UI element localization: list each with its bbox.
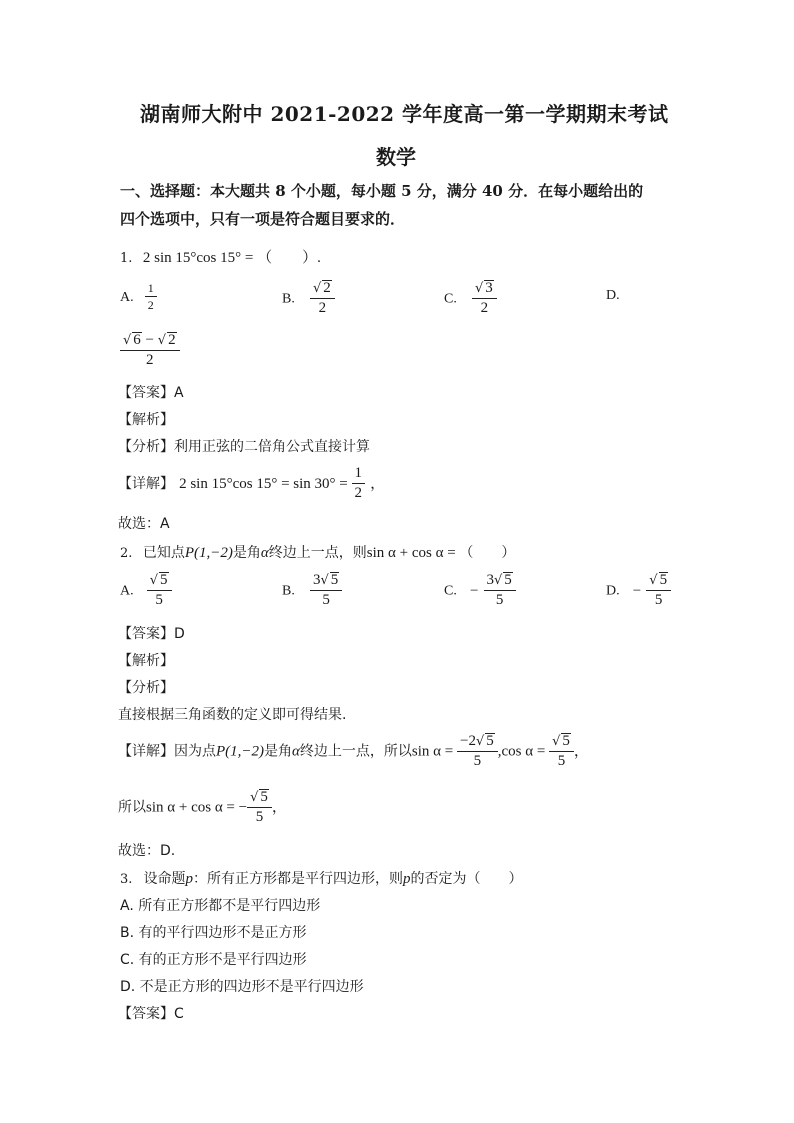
proposition-symbol: p (403, 871, 411, 887)
q1-detail (118, 466, 385, 501)
sqrt-icon: √ (320, 573, 329, 588)
sqrt-icon: √ (312, 281, 322, 296)
q2-conclusion: 故选：D. (118, 843, 176, 859)
option-fraction (646, 572, 671, 608)
stem-text: （ ） (459, 545, 516, 561)
coefficient: 3 (486, 572, 494, 588)
radicand: 5 (562, 733, 570, 749)
angle-symbol: α (260, 545, 269, 561)
sqrt-icon: √ (552, 734, 561, 749)
radicand: 5 (659, 572, 668, 588)
denominator: 2 (147, 298, 154, 312)
q2-option-b (282, 572, 342, 608)
fenxi-text: 利用正弦的二倍角公式直接计算 (174, 439, 370, 455)
q1-fenxi (118, 436, 370, 456)
option-fraction (472, 280, 497, 316)
q1-option-d-label: D. (606, 288, 620, 303)
option-label: A. (120, 583, 134, 599)
fenxi-tag: 【分析】 (118, 439, 174, 455)
stem-text: 设命题 (143, 871, 186, 887)
radicand: 2 (168, 332, 176, 348)
denominator: 5 (557, 753, 566, 769)
coefficient: 3 (312, 572, 321, 588)
option-label: C. (444, 291, 457, 307)
q3-option-d: D. 不是正方形的四边形不是平行四边形 (120, 979, 364, 995)
denominator: 5 (654, 592, 663, 608)
point-label: P(1,−2) (216, 743, 265, 760)
question-number: 2. (120, 546, 133, 561)
q3-option-b: B. 有的平行四边形不是正方形 (120, 925, 307, 941)
denominator: 5 (155, 592, 163, 608)
option-fraction (145, 282, 157, 311)
radicand: 2 (323, 280, 331, 296)
option-label: B. (282, 583, 295, 599)
radicand: 6 (133, 332, 141, 348)
q3-option-c: C. 有的正方形不是平行四边形 (120, 952, 307, 968)
stem-text: ：所有正方形都是平行四边形，则 (193, 871, 403, 887)
q2-detail (118, 733, 589, 769)
stem-text: 的否定为（ ） (410, 871, 523, 887)
denominator: 5 (473, 753, 482, 769)
sqrt-icon: √ (649, 573, 658, 588)
sqrt-icon: √ (157, 333, 167, 348)
radicand: 5 (486, 733, 494, 749)
numerator: 1 (352, 466, 366, 484)
punctuation: ， (370, 476, 386, 492)
denominator: 2 (354, 485, 363, 501)
sin-fraction (457, 733, 498, 769)
punctuation: ， (271, 799, 287, 816)
q2-fenxi-tag: 【分析】 (118, 680, 174, 696)
sqrt-icon: √ (149, 573, 159, 588)
stem-text: 终边上一点，则 (268, 545, 367, 561)
option-fraction (484, 572, 516, 608)
detail-tag: 【详解】 (118, 476, 174, 492)
cos-expression: ,cos α = (497, 743, 550, 760)
denominator: 5 (255, 809, 264, 825)
detail-fraction (352, 466, 366, 501)
question-number: 3. (120, 872, 133, 887)
denominator: 2 (318, 300, 327, 316)
radicand: 5 (504, 572, 512, 588)
sin-expression: sin α = (411, 743, 457, 760)
option-label: D. (606, 583, 620, 599)
result-expression: sin α + cos α = − (146, 799, 248, 816)
stem-text: 是角 (232, 545, 261, 561)
sqrt-icon: √ (250, 790, 259, 805)
section-heading-line1: 一、选择题：本大题共 8 个小题，每小题 5 分，满分 40 分．在每小题给出的 (120, 182, 644, 200)
denominator: 2 (480, 300, 489, 316)
q2-analysis-tag: 【解析】 (118, 653, 174, 669)
sqrt-icon: √ (123, 333, 132, 348)
detail-text: 因为点 (174, 743, 216, 760)
q3-answer (118, 1003, 184, 1023)
denominator: 2 (146, 352, 154, 368)
proposition-symbol: p (185, 871, 193, 887)
answer-tag: 【答案】 (118, 1006, 174, 1022)
stem-text: 已知点 (142, 545, 185, 561)
page-subject: 数学 (376, 145, 416, 169)
q2-option-d (606, 572, 671, 608)
q1-option-c (444, 280, 497, 316)
detail-text: 终边上一点，所以 (299, 743, 412, 760)
page-title: 湖南师大附中 2021-2022 学年度高一第一学期期末考试 (140, 102, 669, 126)
denominator: 5 (322, 592, 330, 608)
q1-answer (118, 382, 184, 402)
minus-sign: − (469, 582, 479, 599)
answer-tag: 【答案】 (118, 626, 174, 642)
q1-analysis-tag: 【解析】 (118, 412, 174, 428)
sqrt-icon: √ (494, 573, 503, 588)
radicand: 5 (330, 572, 339, 588)
q2-result (118, 789, 287, 825)
angle-symbol: α (292, 743, 300, 760)
q1-conclusion: 故选：A (118, 516, 170, 532)
q2-fenxi-text: 直接根据三角函数的定义即可得结果. (118, 707, 347, 723)
stem-expression: sin α + cos α = (366, 545, 460, 561)
option-fraction (310, 572, 342, 608)
answer-value: D (174, 626, 185, 642)
detail-tag: 【详解】 (118, 743, 174, 760)
radicand: 5 (260, 789, 268, 805)
denominator: 5 (495, 592, 504, 608)
q1-option-a (120, 282, 157, 311)
coefficient: −2 (459, 733, 476, 749)
answer-tag: 【答案】 (118, 385, 174, 401)
option-fraction (120, 332, 180, 368)
question-number: 1. (120, 251, 133, 266)
q2-option-c (444, 572, 516, 608)
question-3 (120, 868, 523, 888)
answer-value: C (174, 1006, 184, 1022)
question-2 (120, 542, 515, 562)
q2-answer (118, 623, 185, 643)
section-heading-line2: 四个选项中，只有一项是符合题目要求的． (120, 210, 406, 228)
question-stem: 2 sin 15°cos 15° = （ ）. (142, 250, 321, 266)
minus-sign: − (141, 332, 158, 348)
option-fraction (310, 280, 335, 316)
question-1 (120, 246, 321, 267)
detail-expression: 2 sin 15°cos 15° = sin 30° = (179, 476, 352, 492)
radicand: 5 (160, 572, 168, 588)
radicand: 3 (485, 280, 493, 296)
q1-option-d (120, 332, 180, 368)
point-label: P(1,−2) (184, 545, 233, 561)
option-fraction (147, 572, 172, 608)
numerator: 1 (145, 282, 157, 297)
sqrt-icon: √ (475, 734, 485, 749)
result-fraction (247, 789, 272, 825)
q1-option-b (282, 280, 335, 316)
q3-option-a: A. 所有正方形都不是平行四边形 (120, 898, 321, 914)
cos-fraction (549, 733, 574, 769)
option-label: C. (444, 583, 457, 599)
option-label: B. (282, 291, 295, 307)
minus-sign: − (632, 582, 642, 599)
sqrt-icon: √ (474, 281, 484, 296)
q2-option-a (120, 572, 172, 608)
result-text: 所以 (118, 799, 146, 816)
punctuation: ， (573, 743, 589, 760)
answer-value: A (174, 385, 184, 401)
option-label: A. (120, 290, 134, 305)
detail-text: 是角 (264, 743, 293, 760)
